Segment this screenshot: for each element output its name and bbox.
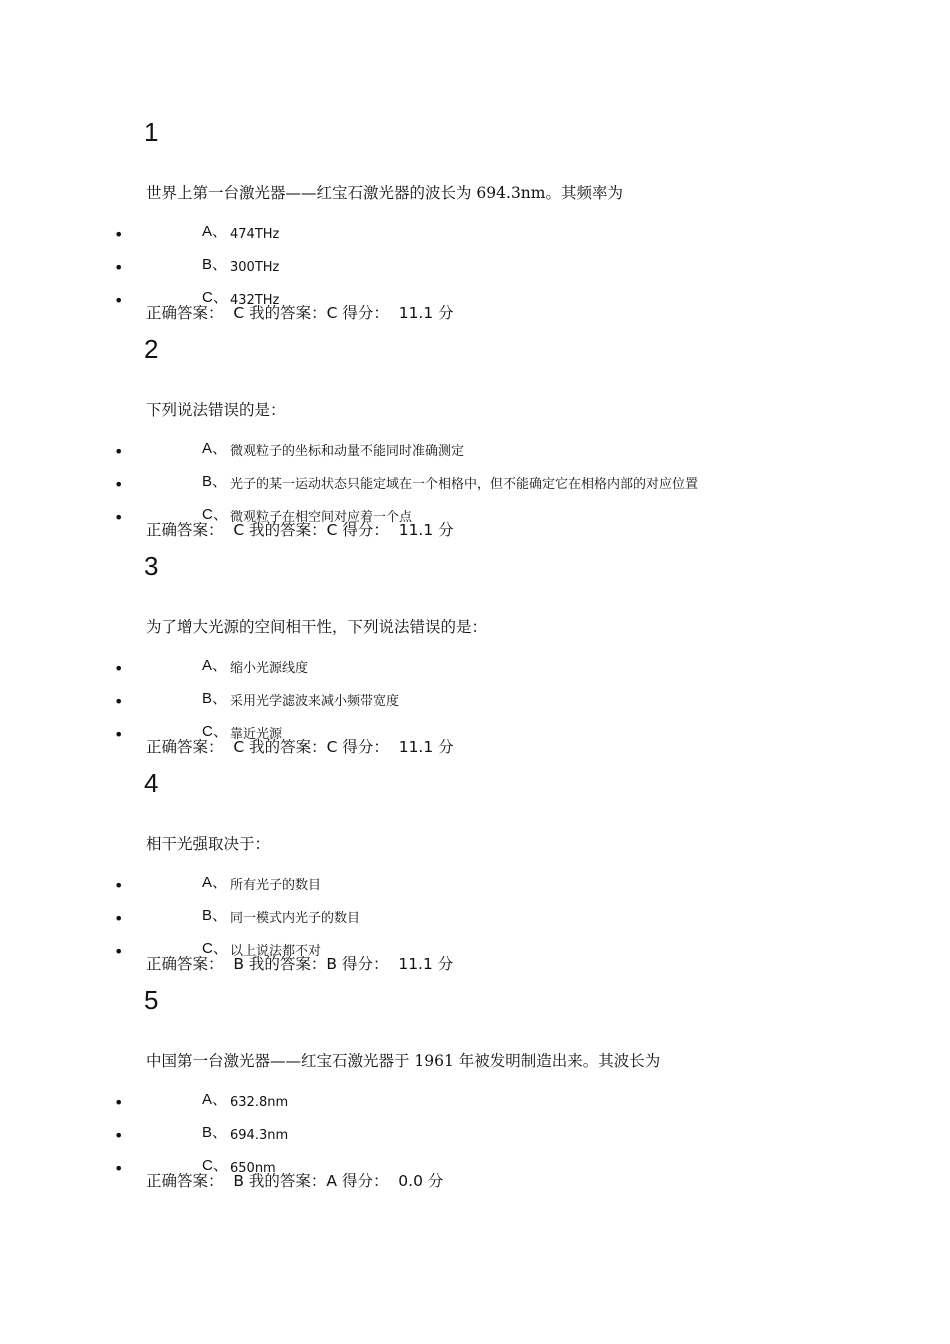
answer-line: 正确答案： C 我的答案：C 得分： 11.1 分	[146, 738, 454, 756]
option-a	[0, 658, 950, 678]
bullet-icon: •	[114, 725, 124, 744]
option-letter: B、	[202, 1124, 228, 1141]
option-letter: C、	[202, 506, 228, 523]
option-text: 所有光子的数目	[230, 878, 322, 893]
question-number: 4	[144, 768, 159, 798]
option-text: 微观粒子的坐标和动量不能同时准确测定	[230, 444, 465, 459]
bullet-icon: •	[114, 225, 124, 244]
option-a	[0, 1092, 950, 1112]
option-text: 同一模式内光子的数目	[230, 911, 361, 926]
option-text: 光子的某一运动状态只能定域在一个相格中，但不能确定它在相格内部的对应位置	[230, 477, 699, 492]
bullet-icon: •	[114, 291, 124, 310]
answer-line: 正确答案： C 我的答案：C 得分： 11.1 分	[146, 521, 454, 539]
question-1	[0, 117, 950, 327]
bullet-icon: •	[114, 475, 124, 494]
question-4	[0, 768, 950, 978]
answer-line: 正确答案： C 我的答案：C 得分： 11.1 分	[146, 304, 454, 322]
question-2	[0, 334, 950, 544]
question-5	[0, 985, 950, 1195]
bullet-icon: •	[114, 909, 124, 928]
question-text: 下列说法错误的是：	[146, 401, 286, 419]
option-text: 300THz	[230, 260, 280, 275]
option-a	[0, 875, 950, 895]
question-text: 为了增大光源的空间相干性，下列说法错误的是：	[146, 618, 488, 636]
question-number: 5	[144, 985, 159, 1015]
option-b	[0, 257, 950, 277]
option-text: 432THz	[230, 293, 280, 308]
option-a	[0, 224, 950, 244]
bullet-icon: •	[114, 659, 124, 678]
option-c	[0, 941, 950, 961]
bullet-icon: •	[114, 508, 124, 527]
option-letter: B、	[202, 690, 228, 707]
option-b	[0, 908, 950, 928]
option-text: 以上说法都不对	[230, 944, 322, 959]
bullet-icon: •	[114, 1159, 124, 1178]
question-number: 2	[144, 334, 159, 364]
option-b	[0, 1125, 950, 1145]
option-letter: A、	[202, 440, 228, 457]
bullet-icon: •	[114, 692, 124, 711]
option-letter: B、	[202, 907, 228, 924]
option-text: 采用光学滤波来减小频带宽度	[230, 694, 400, 709]
answer-line: 正确答案： B 我的答案：B 得分： 11.1 分	[146, 955, 454, 973]
option-letter: B、	[202, 473, 228, 490]
question-number: 3	[144, 551, 159, 581]
option-letter: C、	[202, 723, 228, 740]
option-letter: A、	[202, 223, 228, 240]
bullet-icon: •	[114, 876, 124, 895]
question-text: 相干光强取决于：	[146, 835, 271, 853]
option-letter: A、	[202, 657, 228, 674]
option-letter: C、	[202, 1157, 228, 1174]
question-number: 1	[144, 117, 159, 147]
option-b	[0, 474, 950, 494]
option-text: 靠近光源	[230, 727, 283, 742]
option-letter: A、	[202, 874, 228, 891]
option-b	[0, 691, 950, 711]
option-text: 632.8nm	[230, 1095, 289, 1110]
option-letter: C、	[202, 289, 228, 306]
bullet-icon: •	[114, 258, 124, 277]
question-3	[0, 551, 950, 761]
bullet-icon: •	[114, 942, 124, 961]
bullet-icon: •	[114, 1093, 124, 1112]
option-c	[0, 1158, 950, 1178]
option-c	[0, 290, 950, 310]
answer-line: 正确答案： B 我的答案：A 得分： 0.0 分	[146, 1172, 444, 1190]
option-text: 474THz	[230, 227, 280, 242]
option-text: 微观粒子在相空间对应着一个点	[230, 510, 413, 525]
bullet-icon: •	[114, 1126, 124, 1145]
question-text: 中国第一台激光器——红宝石激光器于 1961 年被发明制造出来。其波长为	[146, 1052, 661, 1070]
option-text: 缩小光源线度	[230, 661, 309, 676]
bullet-icon: •	[114, 442, 124, 461]
option-text: 650nm	[230, 1161, 276, 1176]
question-text: 世界上第一台激光器——红宝石激光器的波长为 694.3nm。其频率为	[146, 184, 623, 202]
option-letter: B、	[202, 256, 228, 273]
option-a	[0, 441, 950, 461]
option-letter: A、	[202, 1091, 228, 1108]
option-letter: C、	[202, 940, 228, 957]
option-text: 694.3nm	[230, 1128, 289, 1143]
option-c	[0, 724, 950, 744]
option-c	[0, 507, 950, 527]
